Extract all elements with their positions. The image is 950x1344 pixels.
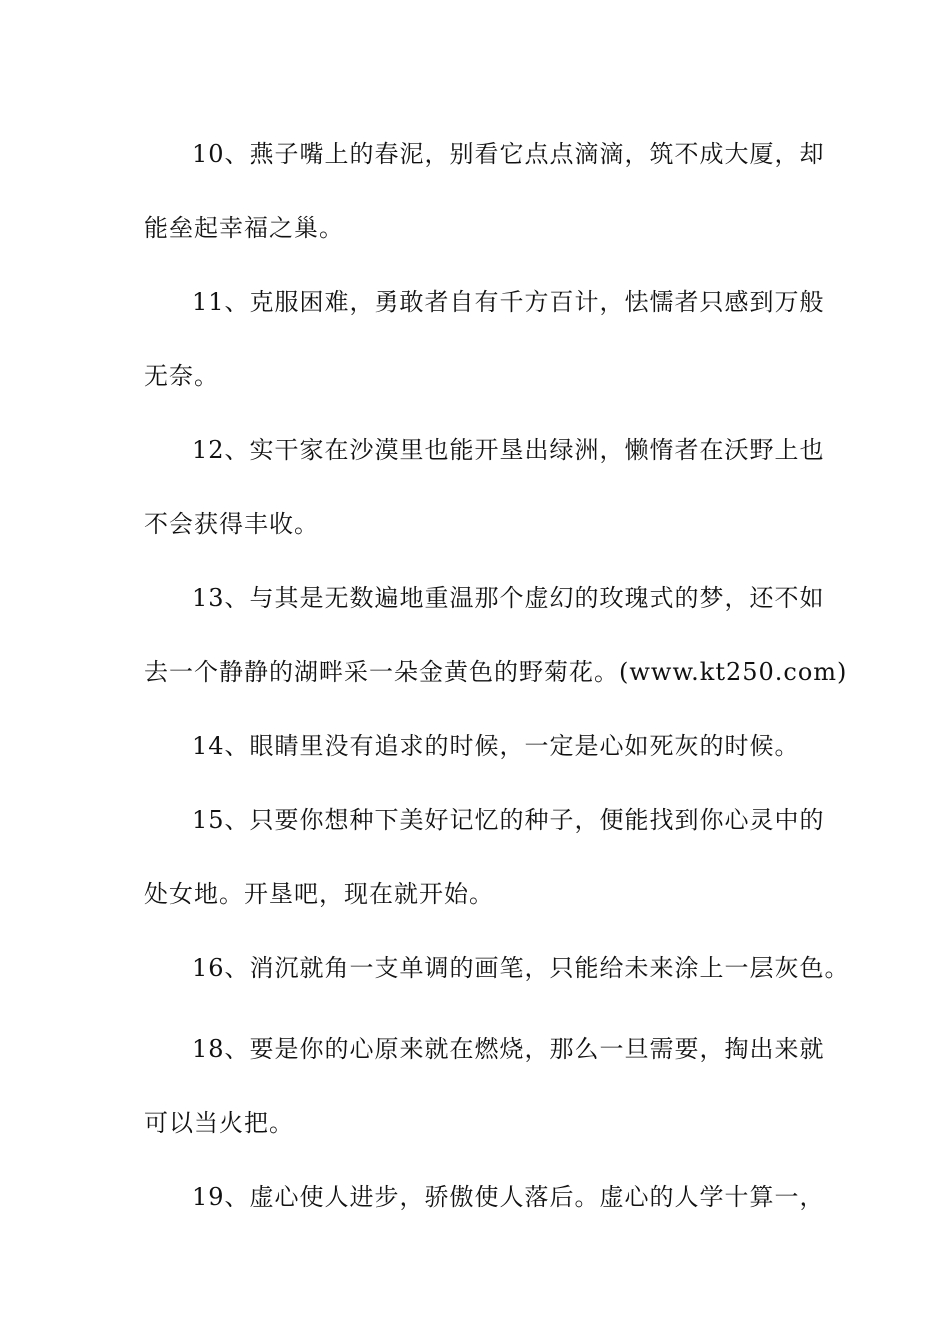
paragraph-10-line-1: 10、燕子嘴上的春泥，别看它点点滴滴，筑不成大厦，却 bbox=[192, 140, 825, 168]
paragraph-11-line-1: 11、克服困难，勇敢者自有千方百计，怯懦者只感到万般 bbox=[192, 288, 825, 316]
paragraph-14-line-1: 14、眼睛里没有追求的时候，一定是心如死灰的时候。 bbox=[192, 732, 800, 760]
paragraph-12-line-1: 12、实干家在沙漠里也能开垦出绿洲，懒惰者在沃野上也 bbox=[192, 436, 825, 464]
paragraph-15-line-1: 15、只要你想种下美好记忆的种子，便能找到你心灵中的 bbox=[192, 806, 825, 834]
paragraph-18-line-1: 18、要是你的心原来就在燃烧，那么一旦需要，掏出来就 bbox=[192, 1035, 825, 1063]
paragraph-18-line-2: 可以当火把。 bbox=[144, 1109, 294, 1137]
paragraph-19-line-1: 19、虚心使人进步，骄傲使人落后。虚心的人学十算一， bbox=[192, 1183, 825, 1211]
paragraph-13-line-1: 13、与其是无数遍地重温那个虚幻的玫瑰式的梦，还不如 bbox=[192, 584, 825, 612]
paragraph-10-line-2: 能垒起幸福之巢。 bbox=[144, 214, 344, 242]
paragraph-15-line-2: 处女地。开垦吧，现在就开始。 bbox=[144, 880, 494, 908]
paragraph-11-line-2: 无奈。 bbox=[144, 362, 219, 390]
paragraph-16-line-1: 16、消沉就角一支单调的画笔，只能给未来涂上一层灰色。 bbox=[192, 954, 850, 982]
paragraph-13-line-2: 去一个静静的湖畔采一朵金黄色的野菊花。(www.kt250.com) bbox=[144, 658, 848, 686]
paragraph-12-line-2: 不会获得丰收。 bbox=[144, 510, 319, 538]
